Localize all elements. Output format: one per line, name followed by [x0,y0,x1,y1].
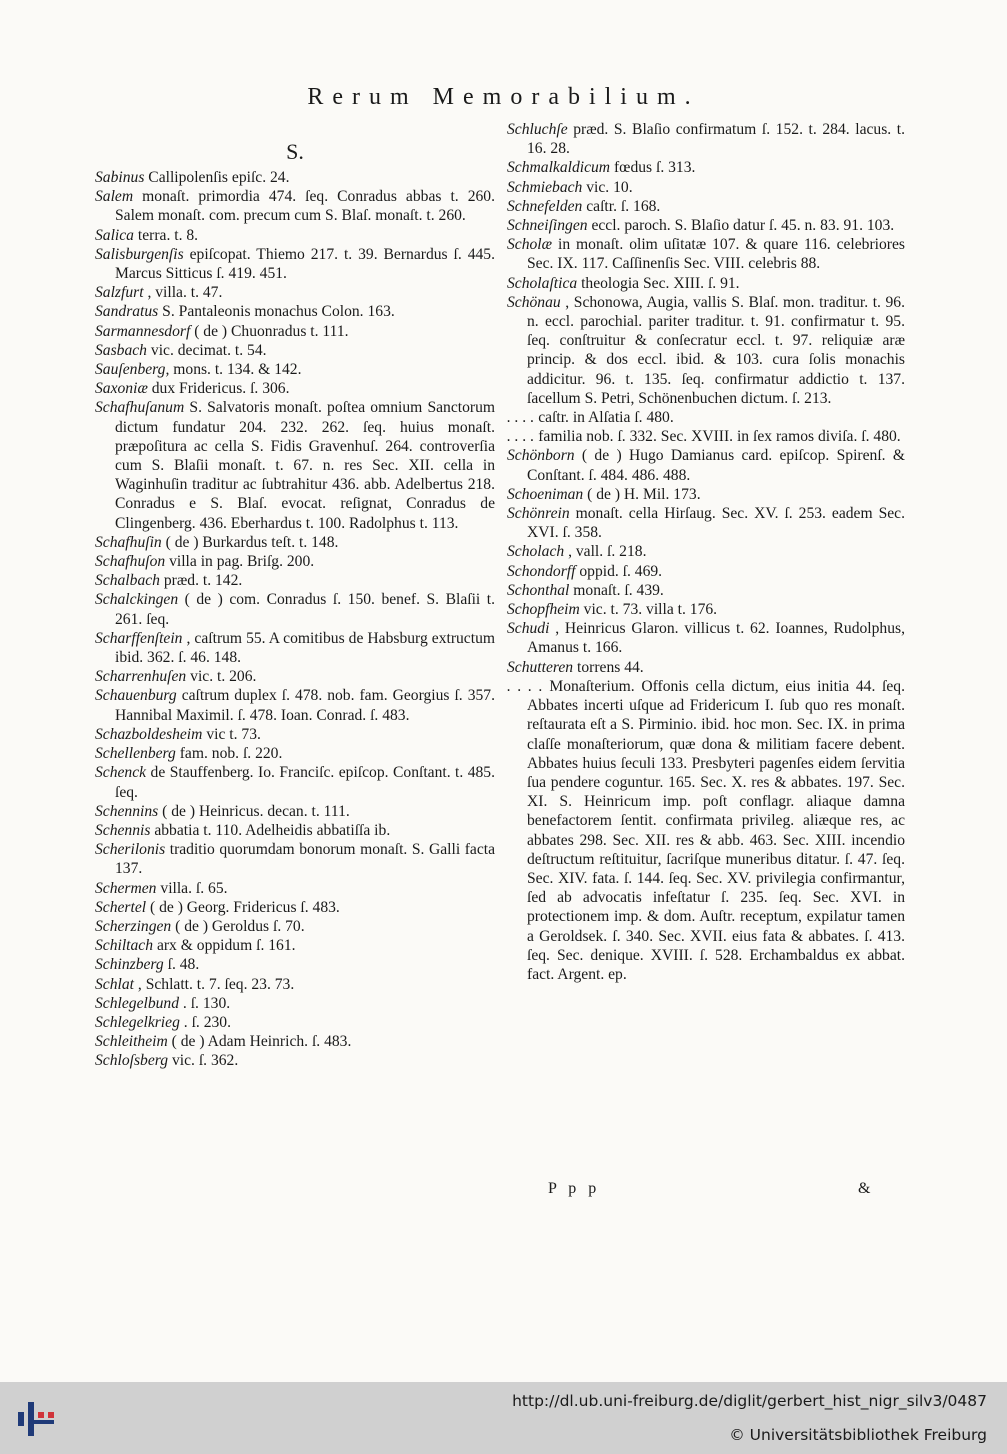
entry-text: ( de ) Burkardus teſt. t. 148. [165,533,339,551]
entry-text: vic. t. 206. [190,668,257,686]
index-entry [507,120,905,158]
entry-headword: Sauſenberg, [95,361,170,379]
index-entry [95,629,495,667]
index-entry [95,379,495,398]
entry-text: ( de ) Georg. Fridericus ſ. 483. [150,898,340,916]
entry-text: villa. ſ. 65. [160,879,228,897]
entry-text: vic. 10. [586,178,633,196]
entry-text: . ſ. 230. [183,1013,231,1031]
entry-headword: Schudi [507,620,550,638]
entry-headword: Sandratus [95,303,159,321]
entry-headword: Schalckingen [95,591,179,609]
copyright-notice: © Universitätsbibliothek Freiburg [729,1426,987,1444]
index-entry [507,197,905,216]
index-entry [507,274,905,293]
entry-text: . ſ. 130. [182,994,231,1012]
entry-headword: Schlat [95,975,134,993]
index-entry [507,216,905,235]
signature-mark: P p p [548,1180,601,1197]
entry-text: vic. t. 73. villa t. 176. [583,601,718,619]
index-entry [95,744,495,763]
entry-text: S. Pantaleonis monachus Colon. 163. [162,303,395,321]
index-entry [95,168,495,187]
entry-headword: Sarmannesdorf [95,322,191,340]
index-entry [507,677,905,984]
entry-text: eccl. paroch. S. Blaſio datur ſ. 45. n. 83. 91. 103. [591,217,895,235]
entry-headword: Scholach [507,543,565,561]
entry-text: fœdus ſ. 313. [613,159,696,177]
entry-text: traditio quorumdam bonorum monaſt. S. Galli facta 137. [115,841,495,878]
index-entry [507,485,905,504]
entry-headword: Schmalkaldicum [507,159,611,177]
entry-headword: Schinzberg [95,956,164,974]
entry-text: fam. nob. ſ. 220. [179,745,283,763]
entry-headword: Schermen [95,879,157,897]
viewer-footer [0,1382,1007,1454]
entry-headword: Schalbach [95,572,160,590]
entry-headword: Schlegelkrieg [95,1013,180,1031]
entry-text: oppid. ſ. 469. [579,562,663,580]
entry-headword: . . . . [507,428,535,446]
index-entry [95,917,495,936]
index-entry [95,187,495,225]
index-entry [507,408,905,427]
entry-headword: Schönrein [507,505,570,523]
entry-text: ( de ) com. Conradus ſ. 150. benef. S. Blaſii t. 261. ſeq. [115,591,495,628]
entry-text: monaſt. cella Hirſaug. Sec. XV. ſ. 253. eadem Sec. XVI. ſ. 358. [527,505,905,542]
index-entry [507,504,905,542]
entry-text: caſtr. in Alſatia ſ. 480. [538,409,674,427]
entry-text: Monaſterium. Offonis cella dictum, eius initia 44. ſeq. Abbates incerti uſque ad Fridericum I. ſub quo res monaſt. reſtaurata eſt a S. Pirminio. ibid. hoc mon. Sec. IX. in prima claſſe monaſteriorum, quæ dona & militiam facere debent. Abbates huius ſeculi 133. Presbyteri pagenſes eidem ſervitia ſua pendere coguntur. 165. Sec. X. res & abbates. 197. Sec. XI. S. Heinricum imp. poſt conflagr. aliaque damna benefactorem ſentit. confirmata privileg. aliæque res, ac abbates 298. Sec. XII. res & abb. 463. Sec. XIII. incendio deſtructum reſtituitur, ſacriſque muneribus ditatur. ſ. 47. ſeq. Sec. XIV. fata. ſ. 144. ſeq. Sec. XV. privilegia confirmantur, ſed ab advocatis infeſtatur ſ. 235. ſeq. Sec. XVI. in protectionem imp. & dom. Auſtr. receptum, expilatur tamen a Geroldsek. ſ. 340. Sec. XVII. eius fata & abbates. ſ. 413. ſeq. Sec. denique. XVIII. ſ. 528. Erchambaldus ex abbat. fact. Argent. ep. [527,677,905,983]
entry-headword: Schondorff [507,562,576,580]
index-entry [95,245,495,283]
entry-text: ( de ) Hugo Damianus card. epiſcop. Spirenſ. & Conſtant. ſ. 484. 486. 488. [527,447,905,484]
catchword: & [858,1180,871,1197]
entry-headword: Schleitheim [95,1033,168,1051]
index-entry [95,1032,495,1051]
entry-text: epiſcopat. Thiemo 217. t. 39. Bernardus ſ. 445. Marcus Sitticus ſ. 419. 451. [115,245,495,283]
index-entry [507,427,905,446]
entry-headword: . . . . [507,409,535,427]
entry-text: ( de ) H. Mil. 173. [587,485,701,503]
entry-headword: Schoeniman [507,485,584,503]
index-entry [95,994,495,1013]
index-entry [95,552,495,571]
entry-text: monaſt. primordia 474. ſeq. Conradus abbas t. 260. Salem monaſt. com. precum cum S. Blaſ. monaſt. t. 260. [115,188,495,225]
index-entry [507,446,905,484]
entry-text: ( de ) Adam Heinrich. ſ. 483. [171,1033,352,1051]
entry-headword: . . . . [507,677,543,695]
index-entry [507,158,905,177]
entry-headword: Schenck [95,764,147,782]
entry-headword: Schertel [95,898,147,916]
entry-text: præd. t. 142. [163,572,243,590]
entry-headword: Schönau [507,293,561,311]
entry-headword: Saxoniæ [95,380,148,398]
index-entry [507,562,905,581]
index-entry [95,821,495,840]
entry-headword: Schloſsberg [95,1052,169,1070]
entry-text: de Stauffenberg. Io. Franciſc. epiſcop. Conſtant. t. 485. ſeq. [115,764,495,801]
index-entry [507,542,905,561]
entry-text: monaſt. ſ. 439. [573,581,664,599]
entry-headword: Schonthal [507,581,570,599]
index-entry [507,293,905,408]
entry-headword: Schafhuſon [95,553,166,571]
entry-text: Callipolenſis epiſc. 24. [148,169,290,186]
entry-headword: Salem [95,188,134,206]
entry-headword: Schluchſe [507,121,568,138]
entry-text: mons. t. 134. & 142. [173,361,302,379]
index-entry [95,533,495,552]
index-entry [95,840,495,878]
entry-text: præd. S. Blaſio confirmatum ſ. 152. t. 284. lacus. t. 16. 28. [527,121,905,158]
index-entry [95,341,495,360]
entry-headword: Schafhuſin [95,533,162,551]
index-entry [95,226,495,245]
right-entry-list [507,120,905,984]
index-entry [95,1013,495,1032]
index-entry [95,283,495,302]
running-head: Rerum Memorabilium. [307,84,700,110]
left-entry-list [95,168,495,1071]
index-entry [507,658,905,677]
index-entry [95,398,495,532]
permalink-link[interactable]: http://dl.ub.uni-freiburg.de/diglit/gerbert_hist_nigr_silv3/0487 [512,1392,987,1410]
entry-headword: Scholæ [507,236,553,254]
entry-text: caſtrum duplex ſ. 478. nob. fam. Georgius ſ. 357. Hannibal Maximil. ſ. 478. Ioan. Conrad. ſ. 483. [115,687,495,724]
index-entry [95,975,495,994]
entry-headword: Schafhuſanum [95,399,185,417]
entry-text: S. Salvatoris monaſt. poſtea omnium Sanctorum dictum fundatur 204. 232. 262. ſeq. huius monaſt. præpoſitura ac cella S. Fidis Gravenhuſ. 264. controverſia cum S. Blaſii monaſt. t. 67. n. res Sec. XII. cella in Waginhuſin traditur ac ſubtrahitur 436. abb. Adelbertus 218. Conradus e S. Blaſ. evocat. reſignat, Conradus de Clingenberg. 436. Eberhardus t. 100. Radolphus t. 113. [115,399,496,532]
index-entry [95,936,495,955]
entry-headword: Scharffenſtein [95,629,183,647]
entry-headword: Scholaſtica [507,274,578,292]
index-entry [95,802,495,821]
index-entry [95,667,495,686]
entry-headword: Sabinus [95,169,145,186]
entry-headword: Schiltach [95,937,154,955]
index-entry [95,1051,495,1070]
permalink-url[interactable] [512,1392,987,1410]
entry-headword: Schellenberg [95,745,176,763]
entry-headword: Salisburgenſis [95,245,184,263]
entry-text: villa in pag. Briſg. 200. [169,553,315,571]
entry-headword: Schneiſingen [507,217,588,235]
entry-headword: Schnefelden [507,197,583,215]
entry-headword: Schutteren [507,658,574,676]
entry-text: vic. ſ. 362. [171,1052,239,1070]
index-entry [95,879,495,898]
index-entry [95,725,495,744]
index-entry [507,600,905,619]
index-entry [507,235,905,273]
index-entry [95,571,495,590]
entry-headword: Salzfurt [95,284,144,302]
entry-text: , caſtrum 55. A comitibus de Habsburg extructum ibid. 362. ſ. 46. 148. [115,629,495,667]
entry-headword: Scharrenhuſen [95,668,187,686]
index-entry [95,590,495,628]
index-entry [507,581,905,600]
index-entry [507,178,905,197]
entry-text: , Heinricus Glaron. villicus t. 62. Ioannes, Rudolphus, Amanus t. 166. [527,620,905,657]
entry-headword: Schopfheim [507,601,580,619]
entry-text: torrens 44. [577,658,644,676]
entry-headword: Schazboldesheim [95,725,203,743]
entry-text: dux Fridericus. ſ. 306. [151,380,290,398]
entry-text: , vall. ſ. 218. [568,543,647,561]
entry-text: , Schonowa, Augia, vallis S. Blaſ. mon. traditur. t. 96. n. eccl. parochial. pariter traditur. t. 91. confirmatur t. 95. ſeq. conſtruitur & conſecratur eccl. t. 97. reliquiæ aræ princip. & dos eccl. ibid. & 103. cura ſolis monachis addicitur. 96. t. 135. ſeq. confirmatur addictio t. 137. ſacellum S. Petri, Schönenbuchen dictum. ſ. 213. [527,293,905,407]
index-entry [507,619,905,657]
entry-headword: Sasbach [95,341,147,359]
entry-headword: Schlegelbund [95,994,180,1012]
entry-text: ſ. 48. [167,956,200,974]
index-entry [95,302,495,321]
entry-text: abbatia t. 110. Adelheidis abbatiſſa ib. [154,821,391,839]
right-column [507,120,905,984]
entry-text: , villa. t. 47. [147,284,223,302]
entry-headword: Schauenburg [95,687,177,705]
section-letter: S. [286,139,304,164]
entry-text: in monaſt. olim uſitatæ 107. & quare 116. celebriores Sec. IX. 117. Caſſinenſis Sec. VIII. celebris 88. [527,236,905,273]
entry-text: , Schlatt. t. 7. ſeq. 23. 73. [137,975,295,993]
index-entry [95,898,495,917]
entry-headword: Schennis [95,821,151,839]
entry-text: vic t. 73. [206,725,261,743]
entry-text: vic. decimat. t. 54. [150,341,267,359]
entry-text: ( de ) Chuonradus t. 111. [194,322,349,340]
index-entry [95,955,495,974]
index-entry [95,763,495,801]
entry-headword: Schönborn [507,447,575,465]
entry-text: ( de ) Heinricus. decan. t. 111. [162,802,350,820]
entry-text: familia nob. ſ. 332. Sec. XVIII. in ſex ramos diviſa. ſ. 480. [538,428,901,446]
entry-text: arx & oppidum ſ. 161. [156,937,296,955]
entry-text: caſtr. ſ. 168. [586,197,661,215]
entry-text: ( de ) Geroldus ſ. 70. [175,917,305,935]
library-logo-icon[interactable] [14,1392,64,1442]
entry-text: theologia Sec. XIII. ſ. 91. [581,274,740,292]
entry-headword: Scherilonis [95,841,166,859]
index-entry [95,686,495,724]
index-entry [95,360,495,379]
left-column [95,120,495,1071]
entry-headword: Salica [95,226,134,244]
entry-headword: Schmiebach [507,178,583,196]
entry-headword: Scherzingen [95,917,172,935]
entry-text: terra. t. 8. [137,226,199,244]
index-entry [95,322,495,341]
entry-headword: Schennins [95,802,159,820]
